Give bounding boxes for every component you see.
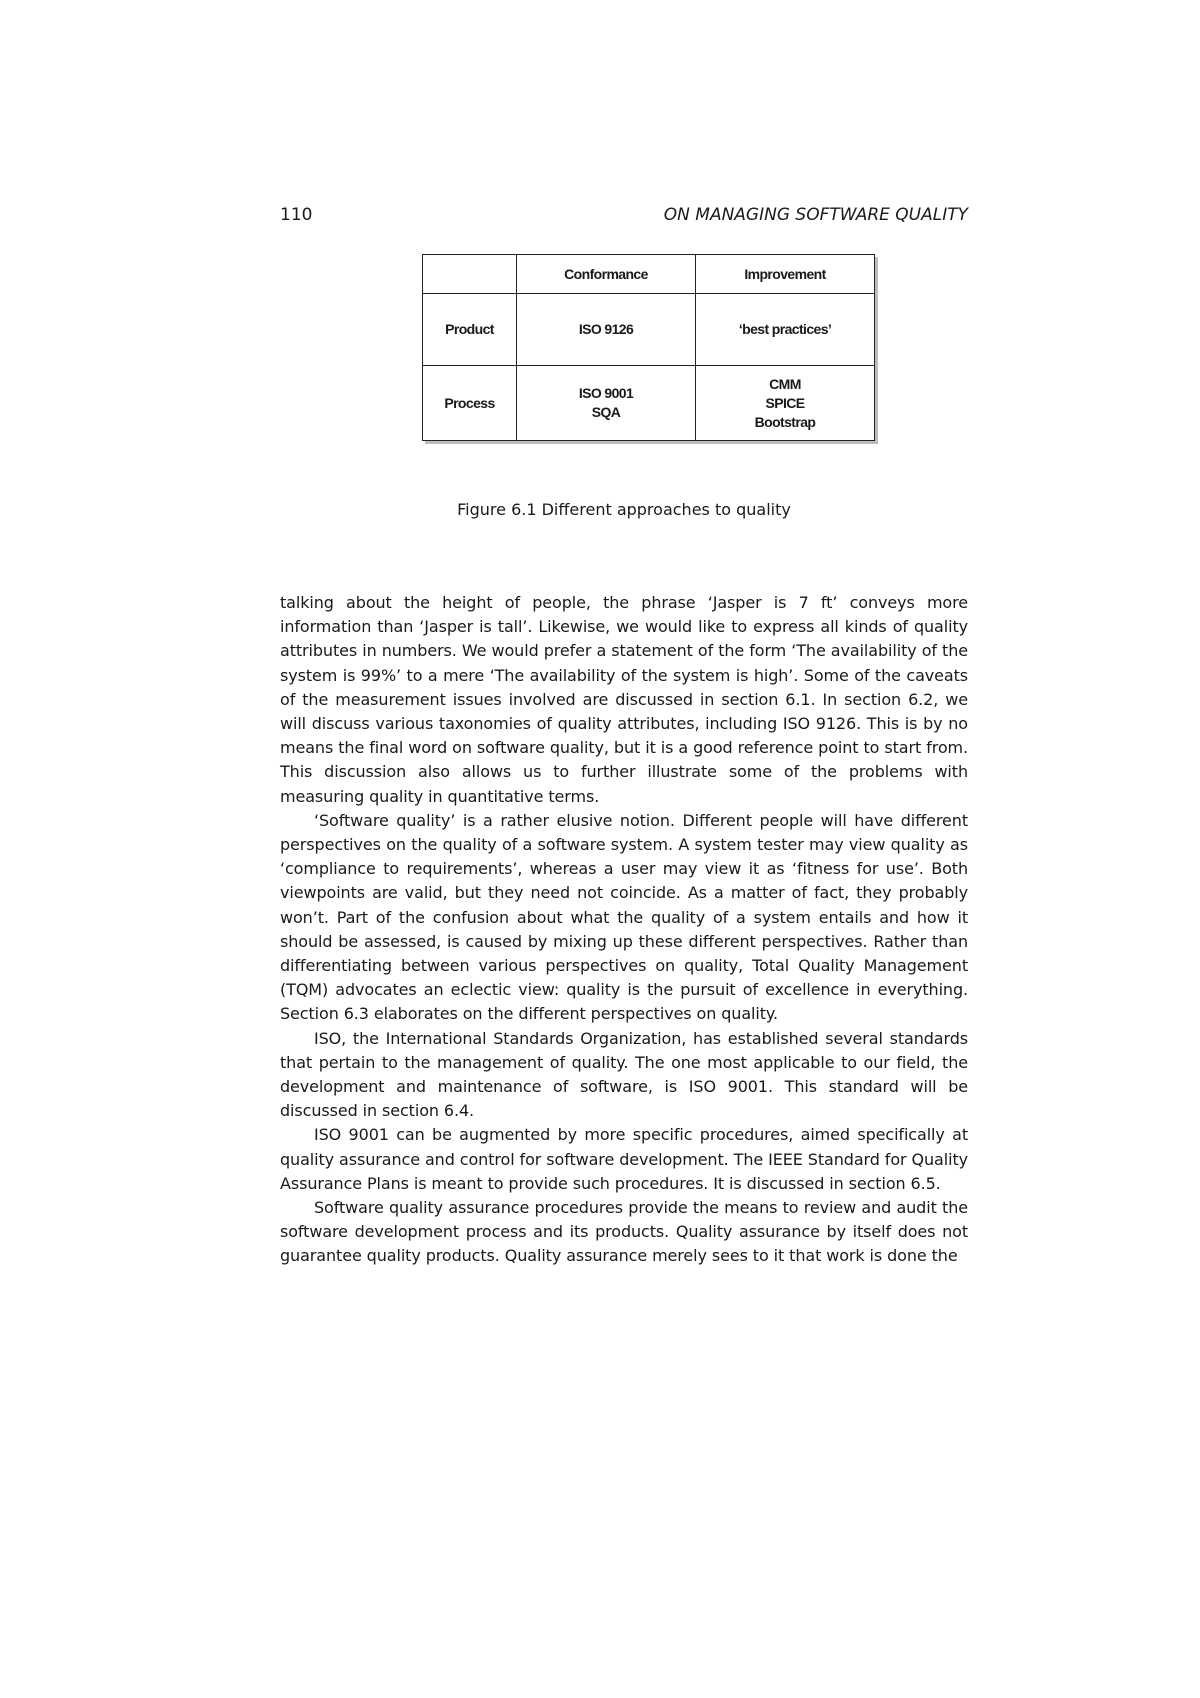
paragraph: Software quality assurance procedures provide the means to review and audit the software development process and its products. Quality assurance by itself does not guarantee quality products. Quality assurance merely sees to it that work is done the bbox=[280, 1198, 968, 1266]
paragraph: ‘Software quality’ is a rather elusive notion. Different people will have different perspectives on the quality of a software system. A system tester may view quality as ‘compliance to requirements’, whereas a user may view it as ‘fitness for use’. Both viewpoints are valid, but they need not coincide. As a matter of fact, they probably won’t. Part of the confusion about what the quality of a system entails and how it should be assessed, is caused by mixing up these different perspectives. Rather than differentiating between various perspectives on quality, Total Quality Management (TQM) advocates an eclectic view: quality is the pursuit of excellence in everything. Section 6.3 elaborates on the different perspectives on quality. bbox=[280, 810, 968, 1024]
cell-line: ‘best practices’ bbox=[738, 321, 832, 337]
col-header-conformance: Conformance bbox=[517, 255, 696, 294]
running-header bbox=[280, 203, 968, 227]
table-row-process bbox=[423, 366, 875, 441]
paragraph: ISO 9001 can be augmented by more specific procedures, aimed specifically at quality assurance and control for software development. The IEEE Standard for Quality Assurance Plans is meant to provide such procedures. It is discussed in section 6.5. bbox=[280, 1125, 968, 1193]
paragraph: ISO, the International Standards Organization, has established several standards that pertain to the management of quality. The one most applicable to our field, the development and maintenance of software, is ISO 9001. This standard will be discussed in section 6.4. bbox=[280, 1028, 968, 1121]
running-title: ON MANAGING SOFTWARE QUALITY bbox=[663, 205, 968, 225]
figure-caption: Figure 6.1 Different approaches to quality bbox=[457, 500, 791, 519]
row-label-product: Product bbox=[423, 294, 517, 366]
cell-process-conformance bbox=[517, 366, 696, 441]
paragraph: talking about the height of people, the phrase ‘Jasper is 7 ft’ conveys more information than ‘Jasper is tall’. Likewise, we would like to express all kinds of quality attributes in numbers. We would prefer a statement of the form ‘The availability of the system is 99%’ to a mere ‘The availability of the system is high’. Some of the caveats of the measurement issues involved are discussed in section 6.1. In section 6.2, we will discuss various taxonomies of quality attributes, including ISO 9126. This is by no means the final word on software quality, but it is a good reference point to start from. This discussion also allows us to further illustrate some of the problems with measuring quality in quantitative terms. bbox=[280, 593, 968, 806]
cell-line: ISO 9001 bbox=[578, 385, 634, 401]
cell-product-improvement bbox=[696, 294, 875, 366]
cell-line: Bootstrap bbox=[754, 413, 816, 430]
page-number: 110 bbox=[280, 205, 313, 225]
cell-line: CMM bbox=[769, 375, 801, 392]
cell-process-improvement bbox=[696, 366, 875, 441]
cell-line: SQA bbox=[591, 404, 621, 420]
quality-approaches-table bbox=[422, 254, 875, 441]
col-header-improvement: Improvement bbox=[696, 255, 875, 294]
body-text bbox=[280, 591, 968, 1269]
row-label-process: Process bbox=[423, 366, 517, 441]
figure-6-1 bbox=[422, 254, 875, 441]
cell-product-conformance bbox=[517, 294, 696, 366]
table-corner-cell bbox=[423, 255, 517, 294]
cell-line: SPICE bbox=[765, 394, 805, 411]
table-header-row bbox=[423, 255, 875, 294]
table-row-product bbox=[423, 294, 875, 366]
cell-line: ISO 9126 bbox=[578, 321, 634, 337]
